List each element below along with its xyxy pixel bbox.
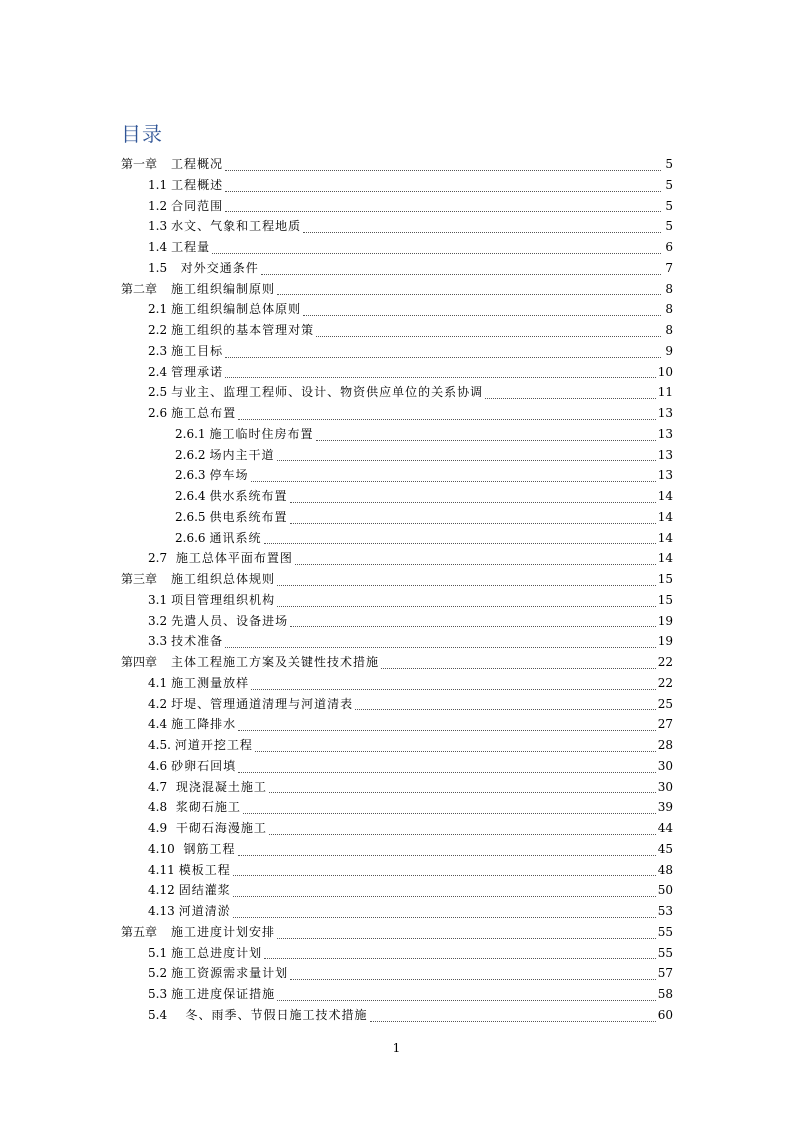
toc-entry-title: 供电系统布置: [209, 509, 288, 524]
toc-entry[interactable]: [121, 901, 673, 922]
toc-entry-number: 5.4: [148, 1007, 168, 1022]
toc-entry-number: 5.3: [148, 987, 168, 1001]
dot-leader: [277, 460, 656, 461]
toc-entry-page: 53: [657, 904, 673, 918]
toc-entry-number: 4.12: [148, 883, 175, 898]
toc-entry[interactable]: [121, 652, 673, 673]
toc-entry[interactable]: [121, 1005, 673, 1026]
toc-entry-number: 第四章: [121, 655, 158, 669]
toc-entry-number: 2.6: [148, 406, 168, 420]
toc-entry[interactable]: [121, 673, 673, 694]
page-number: 1: [392, 1041, 401, 1055]
toc-entry-page: 13: [657, 406, 673, 420]
toc-entry[interactable]: [121, 860, 673, 881]
toc-entry[interactable]: [121, 922, 673, 943]
dot-leader: [251, 689, 656, 690]
toc-entry[interactable]: [121, 590, 673, 611]
dot-leader: [233, 917, 656, 918]
dot-leader: [355, 709, 656, 710]
toc-entry-title: 砂卵石回填: [171, 758, 237, 773]
toc-entry-page: 30: [657, 758, 673, 773]
toc-entry-title: 模板工程: [178, 862, 231, 877]
dot-leader: [277, 606, 656, 607]
dot-leader: [269, 834, 656, 835]
toc-entry-title: 对外交通条件: [171, 260, 259, 275]
toc-entry-number: 2.2: [148, 323, 168, 337]
toc-entry-number: 2.3: [148, 343, 168, 358]
dot-leader: [277, 1000, 656, 1001]
toc-entry-page: 28: [657, 738, 673, 752]
toc-entry[interactable]: [121, 320, 673, 341]
toc-entry-page: 48: [657, 862, 673, 877]
toc-entry[interactable]: [121, 445, 673, 466]
toc-entry-page: 27: [657, 717, 673, 732]
toc-entry-page: 22: [657, 655, 673, 669]
toc-entry-page: 14: [657, 489, 673, 503]
toc-entry-page: 5: [665, 219, 673, 234]
toc-entry-page: 15: [657, 572, 673, 586]
toc-entry-title: 工程概述: [171, 177, 224, 192]
toc-entry[interactable]: [121, 154, 673, 175]
dot-leader: [316, 440, 656, 441]
toc-entry[interactable]: [121, 963, 673, 984]
toc-entry-page: 30: [657, 779, 673, 794]
toc-entry[interactable]: [121, 196, 673, 217]
toc-entry-title: 干砌石海漫施工: [171, 821, 267, 835]
dot-leader: [255, 751, 656, 752]
dot-leader: [316, 336, 661, 337]
toc-entry-title: 管理承诺: [171, 364, 224, 379]
toc-entry-page: 8: [665, 302, 673, 317]
toc-entry-title: 施工总体平面布置图: [171, 551, 293, 566]
toc-entry-title: 施工组织总体规则: [171, 572, 276, 586]
toc-entry-title: 工程量: [171, 240, 211, 254]
toc-entry-title: 场内主干道: [209, 447, 275, 462]
toc-entry-page: 5: [665, 157, 673, 171]
toc-entry-title: 固结灌浆: [178, 883, 231, 898]
toc-entry-title: 施工总布置: [171, 406, 237, 420]
toc-entry-number: 2.6.6: [175, 530, 206, 545]
toc-entry-number: 4.8: [148, 800, 168, 815]
toc-entry-number: 1.5: [148, 260, 168, 275]
toc-entry-number: 第五章: [121, 924, 158, 939]
toc-entry-title: 与业主、监理工程师、设计、物资供应单位的关系协调: [171, 385, 484, 400]
toc-entry[interactable]: [121, 424, 673, 445]
toc-entry-page: 19: [657, 613, 673, 628]
toc-entry[interactable]: [121, 299, 673, 320]
toc-entry-title: 先遣人员、设备进场: [171, 613, 289, 628]
toc-entry[interactable]: [121, 943, 673, 964]
toc-entry-page: 15: [657, 592, 673, 607]
toc-entry-page: 13: [657, 426, 673, 441]
toc-entry-number: 4.10: [148, 841, 175, 856]
toc-entry-number: 2.7: [148, 551, 168, 566]
dot-leader: [225, 170, 661, 171]
toc-entry[interactable]: [121, 756, 673, 777]
toc-entry-number: 4.9: [148, 821, 168, 835]
toc-entry-title: 施工临时住房布置: [209, 426, 314, 441]
toc-entry-title: 现浇混凝土施工: [171, 779, 267, 794]
dot-leader: [303, 315, 661, 316]
toc-entry-number: 3.3: [148, 634, 168, 649]
toc-entry-number: 4.11: [148, 862, 175, 877]
toc-entry-number: 2.5: [148, 385, 168, 400]
toc-entry-title: 水文、气象和工程地质: [171, 219, 302, 234]
toc-entry-title: 施工降排水: [171, 717, 237, 732]
dot-leader: [225, 211, 661, 212]
toc-entry-page: 50: [657, 883, 673, 898]
toc-entry-page: 7: [665, 260, 673, 275]
toc-entry-title: 停车场: [209, 468, 249, 483]
toc-entry-number: 1.1: [148, 177, 168, 192]
dot-leader: [238, 772, 656, 773]
toc-entry[interactable]: [121, 984, 673, 1005]
toc-entry-page: 58: [657, 987, 673, 1001]
toc-entry[interactable]: [121, 403, 673, 424]
dot-leader: [233, 875, 656, 876]
dot-leader: [277, 294, 661, 295]
toc-entry-number: 2.1: [148, 302, 168, 317]
toc-entry-title: 合同范围: [171, 198, 224, 213]
toc-entry-page: 55: [657, 945, 673, 960]
toc-entry-title: 河道清淤: [178, 904, 231, 918]
toc-entry-title: 施工测量放样: [171, 675, 250, 690]
dot-leader: [225, 191, 661, 192]
toc-entry-title: 钢筋工程: [178, 841, 236, 856]
toc-entry-title: 主体工程施工方案及关键性技术措施: [171, 655, 380, 669]
toc-entry-number: 2.4: [148, 364, 168, 379]
toc-entry-title: 施工进度保证措施: [171, 987, 276, 1001]
toc-entry-page: 10: [657, 364, 673, 379]
dot-leader: [225, 377, 656, 378]
toc-entry-page: 8: [665, 281, 673, 296]
toc-entry-page: 9: [665, 343, 673, 358]
toc-entry-number: 4.7: [148, 779, 168, 794]
toc-entry-number: 4.13: [148, 904, 175, 918]
toc-entry-title: 供水系统布置: [209, 489, 288, 503]
toc-entry[interactable]: [121, 362, 673, 383]
toc-entry[interactable]: [121, 569, 673, 590]
toc-entry-title: 施工组织编制原则: [171, 281, 276, 296]
toc-entry-page: 13: [657, 468, 673, 483]
toc-entry-page: 5: [665, 198, 673, 213]
toc-entry-number: 2.6.3: [175, 468, 206, 483]
dot-leader: [212, 253, 661, 254]
toc-entry[interactable]: [121, 216, 673, 237]
dot-leader: [381, 668, 656, 669]
dot-leader: [238, 419, 656, 420]
dot-leader: [277, 585, 656, 586]
toc-entry-number: 2.6.5: [175, 509, 206, 524]
toc-entry-title: 圩堤、管理通道清理与河道清表: [171, 696, 354, 711]
toc-entry[interactable]: [121, 507, 673, 528]
toc-entry-title: 冬、雨季、节假日施工技术措施: [171, 1007, 368, 1022]
toc-entry-page: 60: [657, 1007, 673, 1022]
toc-entry-page: 14: [657, 509, 673, 524]
toc-entry-title: 施工资源需求量计划: [171, 966, 289, 981]
table-of-contents: [121, 154, 673, 1026]
dot-leader: [485, 398, 656, 399]
toc-entry[interactable]: [121, 839, 673, 860]
toc-entry-number: 2.6.4: [175, 489, 206, 503]
toc-entry[interactable]: [121, 382, 673, 403]
toc-entry-number: 5.2: [148, 966, 168, 981]
toc-entry-page: 55: [657, 924, 673, 939]
toc-entry-number: 第一章: [121, 157, 158, 171]
toc-entry-page: 5: [665, 177, 673, 192]
dot-leader: [269, 792, 656, 793]
dot-leader: [290, 523, 656, 524]
toc-entry[interactable]: [121, 777, 673, 798]
toc-entry-title: 施工组织编制总体原则: [171, 302, 302, 317]
toc-entry-number: 3.1: [148, 592, 168, 607]
dot-leader: [295, 564, 656, 565]
toc-entry-page: 22: [657, 675, 673, 690]
toc-entry-title: 通讯系统: [209, 530, 262, 545]
toc-entry-number: 4.1: [148, 675, 168, 690]
toc-entry[interactable]: [121, 528, 673, 549]
toc-entry-page: 6: [665, 240, 673, 254]
dot-leader: [370, 1021, 656, 1022]
toc-entry-page: 8: [665, 323, 673, 337]
dot-leader: [290, 502, 656, 503]
toc-entry-title: 技术准备: [171, 634, 224, 649]
toc-entry-number: 2.6.1: [175, 426, 206, 441]
toc-entry[interactable]: [121, 465, 673, 486]
toc-entry[interactable]: [121, 237, 673, 258]
dot-leader: [243, 813, 656, 814]
dot-leader: [261, 274, 661, 275]
toc-entry-page: 25: [657, 696, 673, 711]
toc-entry-number: 2.6.2: [175, 447, 206, 462]
toc-entry-page: 44: [657, 821, 673, 835]
toc-entry-page: 13: [657, 447, 673, 462]
dot-leader: [303, 232, 661, 233]
toc-entry-title: 施工总进度计划: [171, 945, 263, 960]
toc-entry-page: 14: [657, 551, 673, 566]
toc-entry-number: 第二章: [121, 281, 158, 296]
dot-leader: [290, 979, 656, 980]
toc-entry-page: 14: [657, 530, 673, 545]
toc-entry[interactable]: [121, 258, 673, 279]
toc-entry[interactable]: [121, 735, 673, 756]
toc-entry-title: 工程概况: [171, 157, 224, 171]
toc-entry-page: 11: [657, 385, 673, 400]
toc-entry[interactable]: [121, 631, 673, 652]
dot-leader: [251, 481, 656, 482]
toc-entry-number: 4.5.: [148, 738, 171, 752]
toc-entry-number: 3.2: [148, 613, 168, 628]
toc-entry[interactable]: [121, 797, 673, 818]
toc-entry[interactable]: [121, 548, 673, 569]
toc-entry-title: 施工组织的基本管理对策: [171, 323, 315, 337]
toc-entry[interactable]: [121, 341, 673, 362]
toc-entry-page: 45: [657, 841, 673, 856]
toc-entry-title: 河道开挖工程: [174, 738, 253, 752]
toc-entry-number: 1.4: [148, 240, 168, 254]
dot-leader: [238, 730, 656, 731]
toc-entry[interactable]: [121, 880, 673, 901]
toc-entry-number: 5.1: [148, 945, 168, 960]
dot-leader: [233, 896, 656, 897]
dot-leader: [264, 958, 656, 959]
toc-entry[interactable]: [121, 175, 673, 196]
toc-entry[interactable]: [121, 486, 673, 507]
toc-entry[interactable]: [121, 279, 673, 300]
toc-entry-number: 4.6: [148, 758, 168, 773]
toc-entry-title: 施工目标: [171, 343, 224, 358]
toc-entry-number: 4.2: [148, 696, 168, 711]
dot-leader: [290, 626, 656, 627]
toc-entry[interactable]: [121, 818, 673, 839]
toc-entry[interactable]: [121, 694, 673, 715]
toc-entry-page: 39: [657, 800, 673, 815]
dot-leader: [238, 855, 656, 856]
toc-entry-page: 19: [657, 634, 673, 649]
toc-entry-title: 项目管理组织机构: [171, 592, 276, 607]
toc-entry-number: 4.4: [148, 717, 168, 732]
toc-entry-title: 浆砌石施工: [171, 800, 241, 815]
dot-leader: [225, 647, 656, 648]
toc-entry-number: 1.2: [148, 198, 168, 213]
dot-leader: [225, 357, 661, 358]
toc-title: 目录: [121, 122, 163, 146]
toc-entry[interactable]: [121, 611, 673, 632]
dot-leader: [264, 543, 656, 544]
toc-entry[interactable]: [121, 714, 673, 735]
toc-entry-page: 57: [657, 966, 673, 981]
dot-leader: [277, 938, 656, 939]
toc-entry-number: 1.3: [148, 219, 168, 234]
toc-entry-title: 施工进度计划安排: [171, 924, 276, 939]
toc-entry-number: 第三章: [121, 572, 158, 586]
